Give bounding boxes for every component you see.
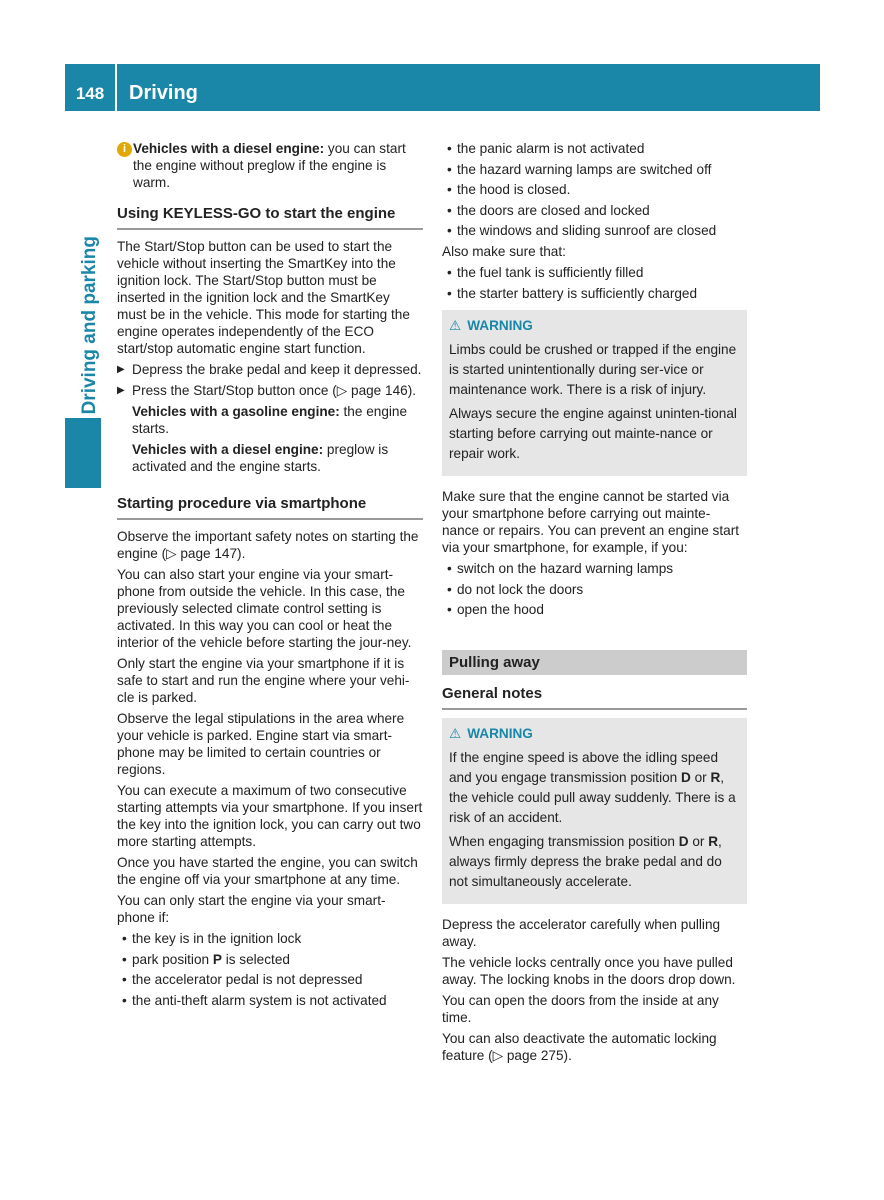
header-divider bbox=[115, 64, 117, 111]
triangle-bullet-icon: ▶ bbox=[117, 364, 125, 375]
also-list bbox=[442, 264, 747, 302]
make-sure-paragraph: Make sure that the engine cannot be started via your smartphone before carrying out mainte-nance or repairs. You can prevent an engine start via your smartphone, for example, if you: bbox=[442, 488, 739, 555]
prevent-list bbox=[442, 560, 747, 618]
smartphone-paragraph-4: Observe the legal stipulations in the area where your vehicle is parked. Engine start via smart-phone may be limited to certain countries or regions. bbox=[117, 711, 405, 777]
pulling-paragraph-2: The vehicle locks centrally once you have pulled away. The locking knobs in the doors drop down. bbox=[442, 955, 736, 988]
pulling-paragraph-1: Depress the accelerator carefully when pulling away. bbox=[442, 917, 721, 950]
step-diesel-note: Vehicles with a diesel engine: preglow is activated and the engine starts. bbox=[132, 442, 389, 474]
triangle-bullet-icon: ▶ bbox=[117, 385, 125, 396]
list-item: • the panic alarm is not activated bbox=[442, 140, 747, 157]
step-depress-brake: ▶ Depress the brake pedal and keep it depressed. bbox=[117, 362, 422, 377]
warning-triangle-icon: ⚠ bbox=[449, 317, 462, 333]
list-item: • the accelerator pedal is not depressed bbox=[117, 971, 423, 988]
list-item: • the anti-theft alarm system is not activated bbox=[117, 992, 423, 1009]
step-press-start: ▶ Press the Start/Stop button once (▷ page 146). bbox=[117, 383, 417, 398]
smartphone-paragraph-5: You can execute a maximum of two consecutive starting attempts via your smartphone. If you insert the key into the ignition lock, you can carry out two more starting attempts. bbox=[117, 783, 423, 849]
chapter-title: Driving bbox=[129, 82, 198, 104]
smartphone-paragraph-1: Observe the important safety notes on starting the engine (▷ page 147). bbox=[117, 529, 419, 561]
list-item: • switch on the hazard warning lamps bbox=[442, 560, 747, 577]
heading-smartphone: Starting procedure via smartphone bbox=[117, 495, 423, 520]
list-item: • the fuel tank is sufficiently filled bbox=[442, 264, 747, 281]
page-number: 148 bbox=[75, 84, 105, 103]
smartphone-paragraph-6: Once you have started the engine, you can switch the engine off via your smartphone at any time. bbox=[117, 855, 418, 887]
side-tab-marker bbox=[65, 418, 101, 488]
list-item: • open the hood bbox=[442, 601, 747, 618]
list-item: • the starter battery is sufficiently charged bbox=[442, 285, 747, 302]
pulling-paragraph-4: You can also deactivate the automatic locking feature (▷ page 275). bbox=[442, 1031, 717, 1064]
left-column bbox=[117, 140, 423, 1013]
list-item: • the hazard warning lamps are switched off bbox=[442, 161, 747, 178]
list-item: • the windows and sliding sunroof are closed bbox=[442, 222, 747, 239]
warning-box-1: ⚠ WARNING Limbs could be crushed or trapped if the engine is started unintentionally during ser-vice or maintenance work. There is a risk of injury. Always secure the engine against uninten-tional starting before carrying out mainte-nance or repair work. bbox=[442, 310, 747, 476]
smartphone-paragraph-3: Only start the engine via your smartphone if it is safe to start and run the engine where your vehi-cle is parked. bbox=[117, 656, 410, 705]
smartphone-paragraph-2: You can also start your engine via your smart-phone from outside the vehicle. In this case, the previously selected climate control setting is activated. In this way you can cool or heat the interior of the vehicle before starting the jour-ney. bbox=[117, 567, 412, 650]
side-tab-label: Driving and parking bbox=[79, 236, 100, 415]
info-note: i Vehicles with a diesel engine: you can start the engine without preglow if the engine is warm. bbox=[117, 140, 423, 191]
heading-general-notes: General notes bbox=[442, 685, 747, 710]
warning-triangle-icon: ⚠ bbox=[449, 726, 462, 742]
heading-keyless-go: Using KEYLESS-GO to start the engine bbox=[117, 205, 423, 230]
list-item: • park position P is selected bbox=[117, 951, 423, 968]
conditions-list bbox=[117, 930, 423, 1009]
right-column bbox=[442, 140, 747, 1068]
warning-box-2: ⚠ WARNING If the engine speed is above the idling speed and you engage transmission position D or R, the vehicle could pull away suddenly. There is a risk of an accident. When engaging transmission position D or R, always firmly depress the brake pedal and do not simultaneously accelerate. bbox=[442, 718, 747, 904]
page-header bbox=[65, 64, 820, 111]
section-pulling-away: Pulling away bbox=[442, 650, 747, 675]
list-item: • the key is in the ignition lock bbox=[117, 930, 423, 947]
list-item: • do not lock the doors bbox=[442, 581, 747, 598]
smartphone-paragraph-7: You can only start the engine via your smart-phone if: bbox=[117, 893, 386, 925]
list-item: • the hood is closed. bbox=[442, 181, 747, 198]
step-gasoline-note: Vehicles with a gasoline engine: the engine starts. bbox=[132, 404, 408, 436]
list-item: • the doors are closed and locked bbox=[442, 202, 747, 219]
pulling-paragraph-3: You can open the doors from the inside at any time. bbox=[442, 993, 719, 1026]
conditions-list-continued bbox=[442, 140, 747, 239]
also-make-sure: Also make sure that: bbox=[442, 244, 566, 260]
info-icon: i bbox=[117, 142, 132, 157]
keyless-paragraph: The Start/Stop button can be used to start the vehicle without inserting the SmartKey into the ignition lock. The Start/Stop button must be inserted in the ignition lock and the SmartKey must be in the vehicle. This mode for starting the engine operates independently of the ECO start/stop automatic engine start function. bbox=[117, 239, 410, 356]
